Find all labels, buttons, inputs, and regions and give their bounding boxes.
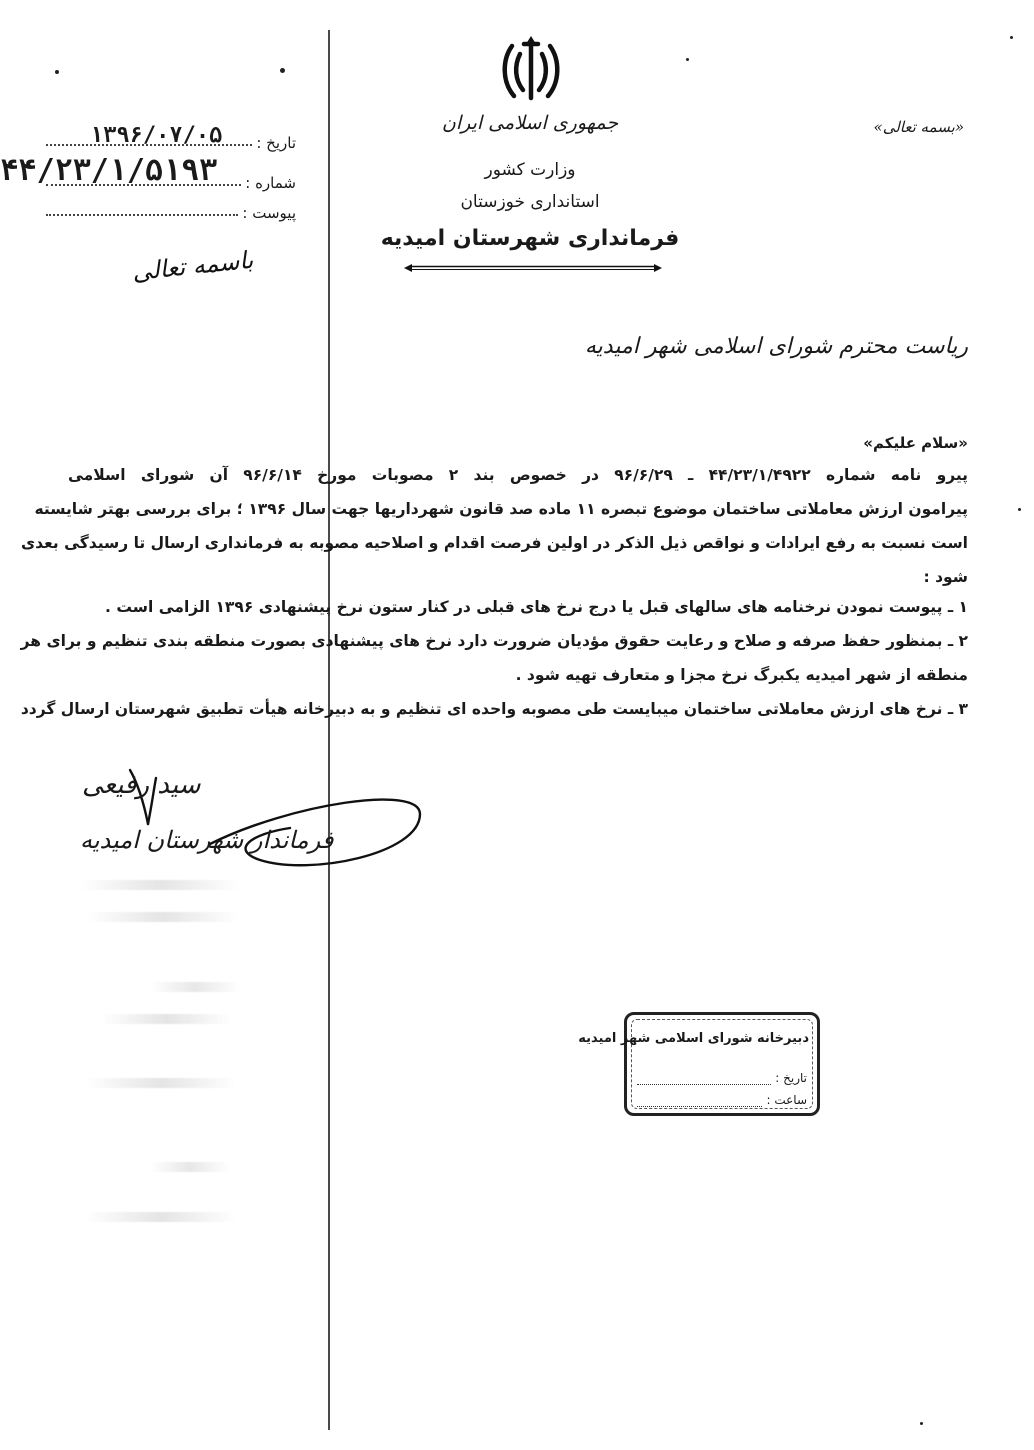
greeting: «سلام علیکم»: [863, 434, 968, 452]
attachment-row: [46, 192, 296, 222]
stamp-date-row: [637, 1071, 807, 1085]
number-row: [0, 152, 296, 192]
faded-copy-line: [80, 880, 240, 890]
republic-title: جمهوری اسلامی ایران: [441, 112, 619, 134]
scan-speck: [55, 70, 59, 74]
faded-copy-line: [102, 1014, 232, 1024]
faded-copy-line: [150, 1162, 230, 1172]
letterhead-ornament: [402, 262, 664, 274]
scan-speck: [686, 58, 689, 61]
body-line: ۲ ـ بمنظور حفظ صرفه و صلاح و رعایت حقوق مؤدیان ضرورت دارد نرخ های پیشنهادی بصورت منطقه بندی تنظیم و برای هر: [20, 632, 968, 650]
scan-speck: [280, 68, 285, 73]
body-line: ۱ ـ پیوست نمودن نرخنامه های سالهای قبل یا درج نرخ های قبلی در کنار ستون نرخ پیشنهادی ۱۳۹۶ الزامی است .: [105, 598, 968, 616]
faded-copy-line: [150, 982, 240, 992]
body-line: شود :: [923, 568, 968, 586]
invocation-text: «بسمه تعالی»: [873, 118, 964, 136]
stamp-office: دبیرخانه شورای اسلامی شهر امیدیه: [578, 1031, 809, 1046]
office-title: فرمانداری شهرستان امیدیه: [380, 226, 680, 251]
body-line: پیرو نامه شماره ۴۴/۲۳/۱/۴۹۲۲ ـ ۹۶/۶/۲۹ در خصوص بند ۲ مصوبات مورخ ۹۶/۶/۱۴ آن شورای اسلامی: [68, 466, 969, 484]
body-line: منطقه از شهر امیدیه یکبرگ نرخ مجزا و متعارف تهیه شود .: [515, 666, 968, 684]
scan-speck: [920, 1422, 923, 1425]
scan-speck: [1018, 508, 1021, 511]
signature-title: فرماندار شهرستان امیدیه: [80, 826, 334, 854]
scan-speck: [1010, 36, 1013, 39]
fold-line: [328, 30, 330, 1430]
signature-name: سید رفیعی: [82, 770, 201, 800]
received-stamp: [578, 1012, 820, 1116]
number-value: ۴۴/۲۳/۱/۵۱۹۳: [0, 153, 218, 188]
province-title: استانداری خوزستان: [460, 192, 600, 212]
number-label: شماره :: [245, 174, 296, 192]
iran-emblem-icon: [498, 34, 564, 106]
handwritten-heading: باسمه تعالی: [130, 245, 255, 287]
date-value: ۱۳۹۶/۰۷/۰۵: [89, 123, 223, 148]
stamp-time-label: ساعت :: [766, 1093, 807, 1107]
body-line: پیرامون ارزش معاملاتی ساختمان موضوع تبصره ۱۱ ماده صد قانون شهرداریها جهت سال ۱۳۹۶ ؛ برای بررسی بهتر شایسته: [34, 500, 968, 518]
body-line: است نسبت به رفع ایرادات و نواقص ذیل الذکر در اولین فرصت اقدام و اصلاحیه مصوبه به فرمانداری ارسال تا رسیدگی بعدی: [20, 534, 968, 552]
faded-copy-line: [88, 912, 238, 922]
stamp-time-row: [637, 1093, 807, 1107]
ministry-title: وزارت کشور: [484, 160, 576, 180]
attachment-label: پیوست :: [242, 204, 296, 222]
faded-copy-line: [86, 1212, 236, 1222]
body-line: ۳ ـ نرخ های ارزش معاملاتی ساختمان میبایست طی مصوبه واحده ای تنظیم و به دبیرخانه هیأت تطبیق شهرستان ارسال گردد: [20, 700, 968, 718]
faded-copy-line: [86, 1078, 236, 1088]
stamp-date-label: تاریخ :: [775, 1071, 807, 1085]
letter-meta: [0, 112, 296, 222]
recipient-line: ریاست محترم شورای اسلامی شهر امیدیه: [584, 334, 968, 359]
date-row: [46, 112, 296, 152]
date-label: تاریخ :: [256, 134, 296, 152]
